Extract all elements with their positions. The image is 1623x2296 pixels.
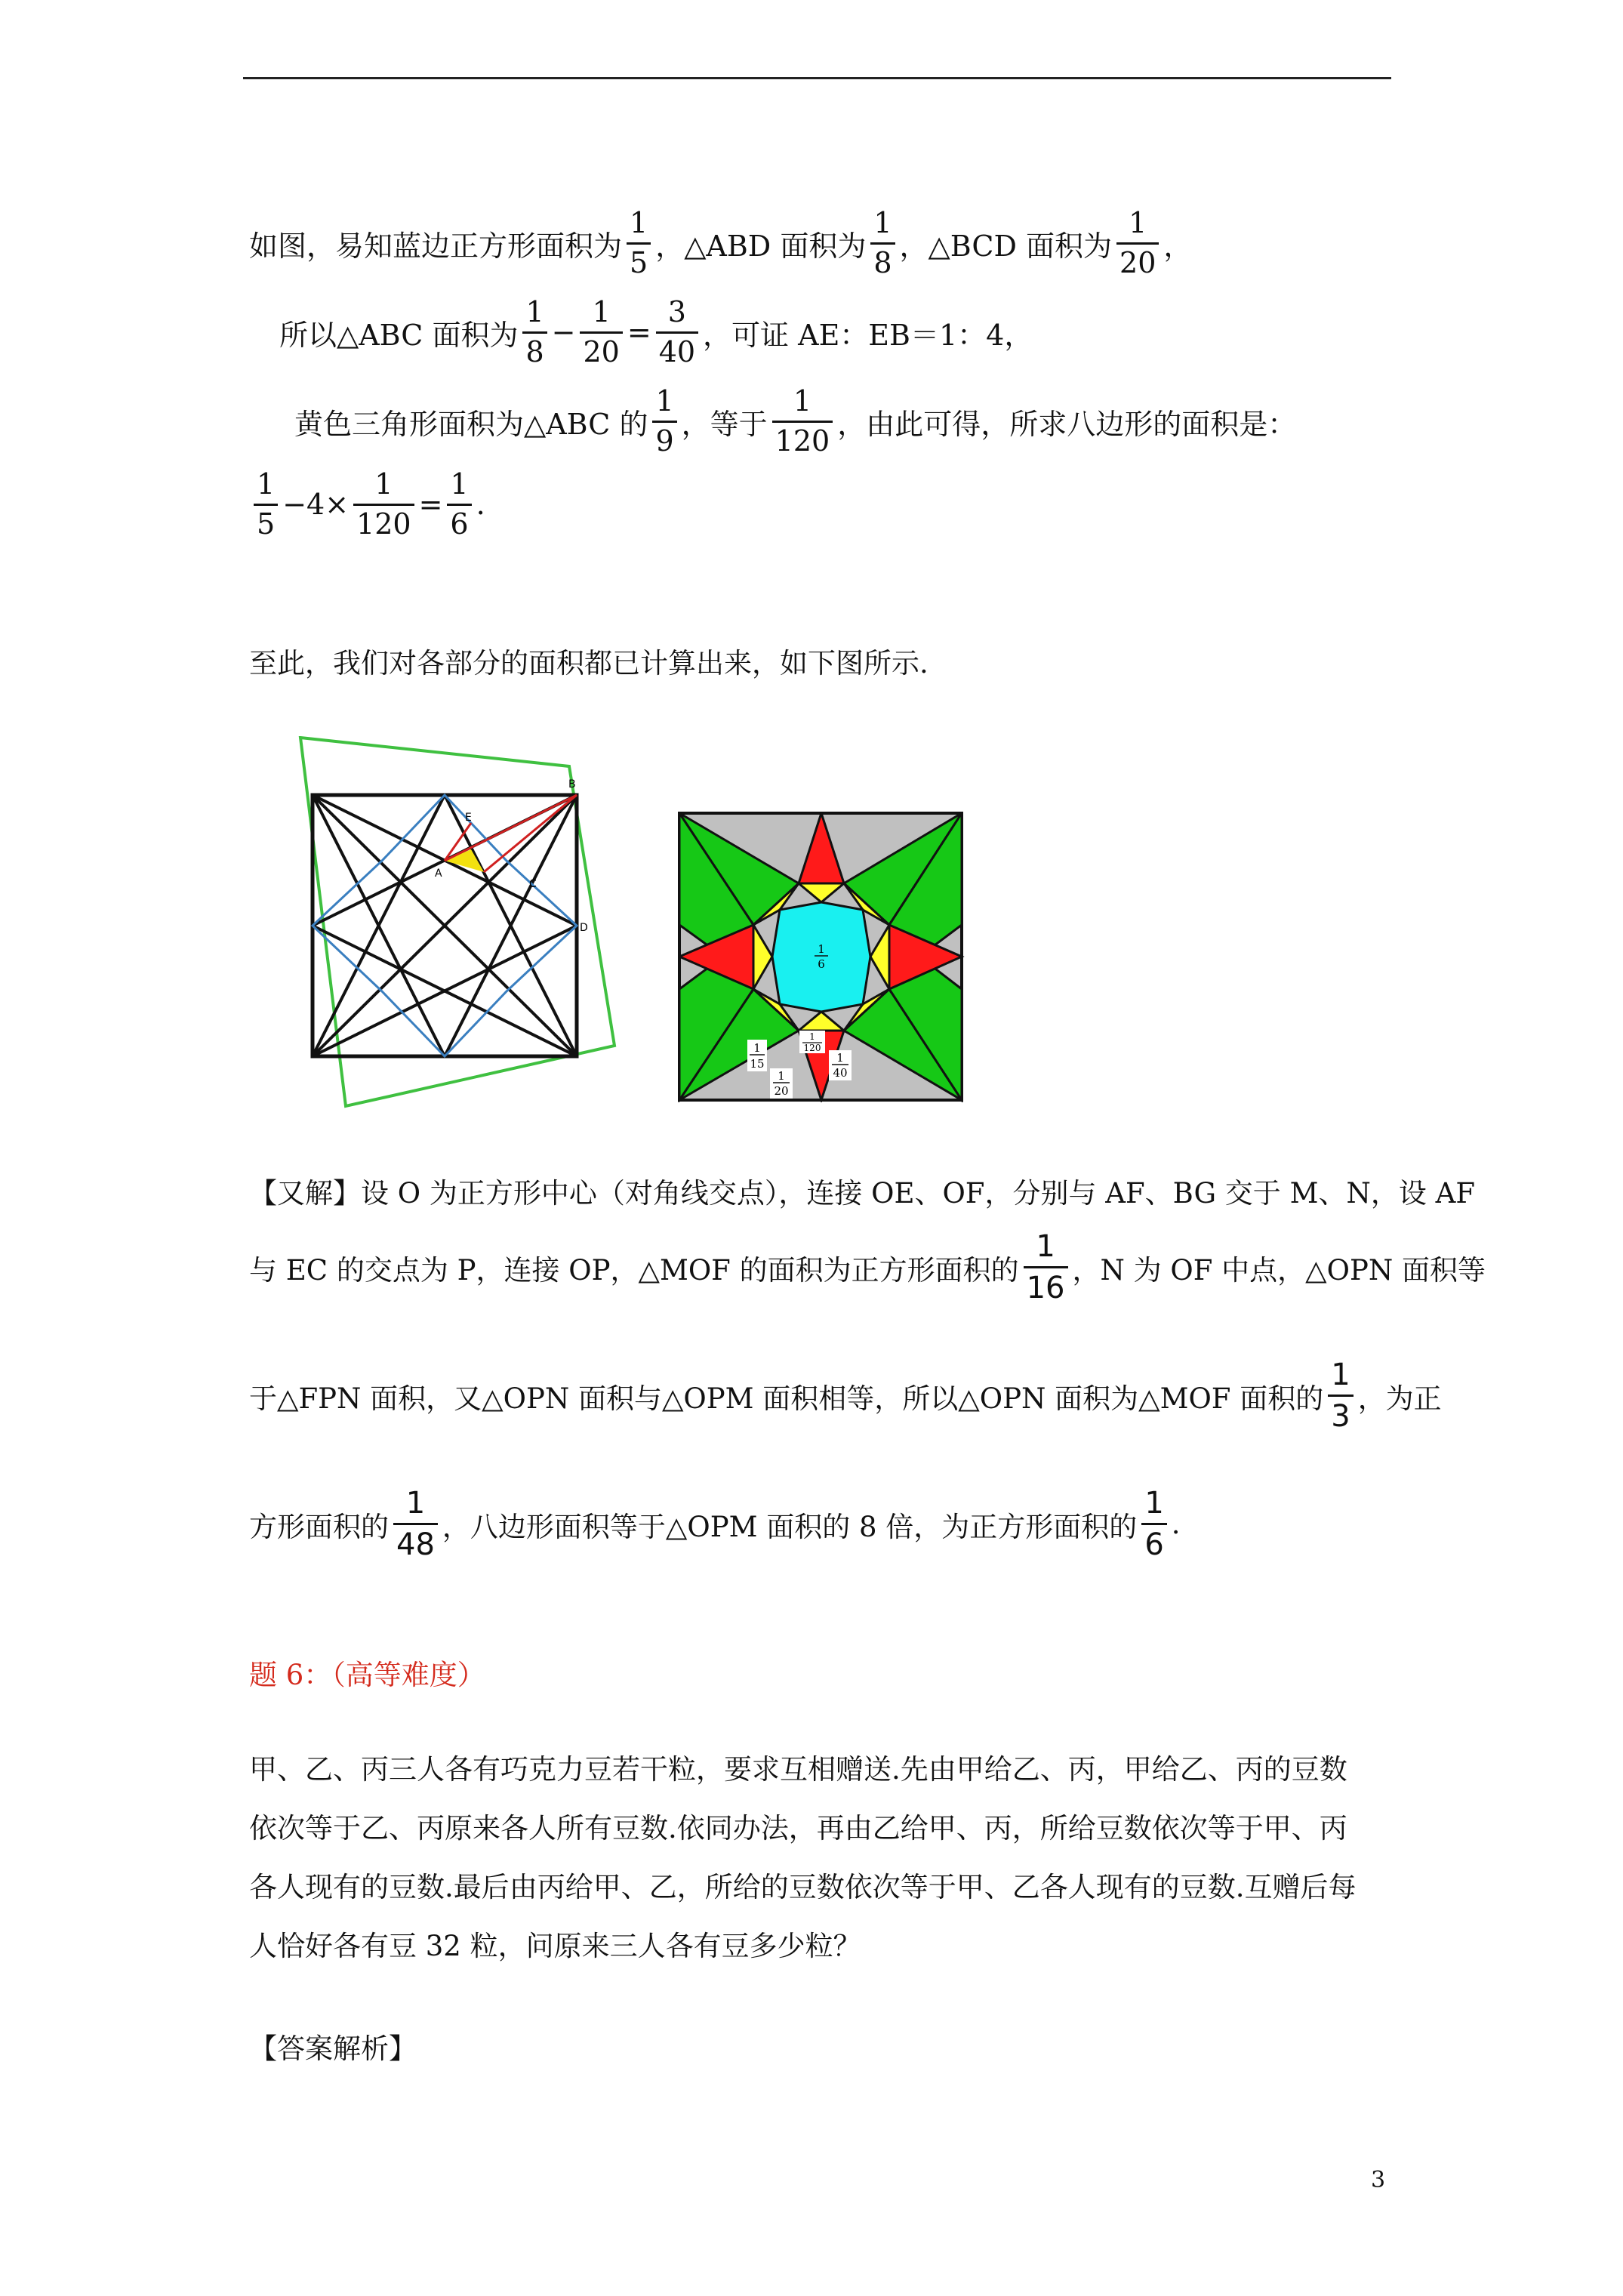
- answer-heading: 【答案解析】: [249, 2032, 417, 2065]
- label-40-num: 1: [836, 1051, 844, 1065]
- label-120-den: 120: [803, 1043, 821, 1053]
- text: ，等于: [681, 407, 768, 441]
- left-geometry-figure: [254, 736, 624, 1114]
- problem-6-title: 题 6：（高等难度）: [249, 1659, 485, 1691]
- alt-solution-line-1: 【又解】设 O 为正方形中心（对角线交点），连接 OE、OF，分别与 AF、BG 交于 M、N，设 AF: [249, 1177, 1475, 1210]
- alt-solution-line-2: [249, 1231, 1486, 1304]
- fraction-1-9: $\frac{1}{9}$: [652, 387, 676, 457]
- label-15-den: 15: [750, 1057, 765, 1071]
- text: .: [1171, 1508, 1181, 1540]
- label-center-num: 1: [818, 942, 825, 956]
- page-number: 3: [1371, 2167, 1386, 2193]
- text: ，: [1163, 229, 1193, 263]
- text: 如图，易知蓝边正方形面积为: [249, 229, 623, 263]
- fraction-1-8: $\frac{1}{8}$: [870, 208, 895, 279]
- label-b: B: [568, 778, 576, 791]
- problem-6-line-4: 人恰好各有豆 32 粒，问原来三人各有豆多少粒？: [249, 1930, 861, 1962]
- text: 于△FPN 面积，又△OPN 面积与△OPM 面积相等，所以△OPN 面积为△MOF 面积的: [249, 1382, 1324, 1415]
- fraction-1-3: $\frac{1}{3}$: [1328, 1359, 1353, 1432]
- fraction-1-20: $\frac{1}{20}$: [1116, 208, 1159, 279]
- fraction-1-120b: $\frac{1}{120}$: [353, 470, 414, 540]
- right-colored-figure: [678, 812, 965, 1102]
- problem-6-line-3: 各人现有的豆数.最后由丙给甲、乙，所给的豆数依次等于甲、乙各人现有的豆数.互赠后每: [249, 1871, 1357, 1903]
- text: 方形面积的: [249, 1510, 389, 1543]
- text: ，可证 AE：EB＝1：4，: [703, 318, 1033, 352]
- alt-solution-line-3: [249, 1359, 1442, 1432]
- label-20-den: 20: [774, 1084, 789, 1098]
- equals-sign: =: [627, 316, 651, 350]
- minus-sign: −: [551, 316, 576, 350]
- text: ，八边形面积等于△OPM 面积的 8 倍，为正方形面积的: [442, 1510, 1138, 1543]
- equals-sign: =: [418, 488, 443, 522]
- fraction-1-120: $\frac{1}{120}$: [772, 387, 833, 457]
- problem-6-line-2: 依次等于乙、丙原来各人所有豆数.依同办法，再由乙给甲、丙，所给豆数依次等于甲、丙: [249, 1812, 1347, 1845]
- fraction-1-6b: $\frac{1}{6}$: [1141, 1487, 1166, 1561]
- text: 黄色三角形面积为△ABC 的: [294, 407, 648, 441]
- fraction-1-16: $\frac{1}{16}$: [1024, 1231, 1068, 1304]
- label-15-num: 1: [753, 1041, 761, 1055]
- label-120-num: 1: [809, 1031, 815, 1042]
- summary-line: 至此，我们对各部分的面积都已计算出来，如下图所示.: [249, 647, 929, 680]
- text: ，△BCD 面积为: [899, 229, 1113, 263]
- label-a: A: [435, 868, 442, 880]
- fraction-1-48: $\frac{1}{48}$: [393, 1487, 438, 1561]
- problem-6-line-1: 甲、乙、丙三人各有巧克力豆若干粒，要求互相赠送.先由甲给乙、丙，甲给乙、丙的豆数: [249, 1753, 1347, 1786]
- equation-line-4: [249, 467, 485, 541]
- label-d: D: [580, 922, 588, 934]
- text: ，N 为 OF 中点，△OPN 面积等: [1072, 1253, 1486, 1287]
- text: ，由此可得，所求八边形的面积是：: [837, 407, 1297, 441]
- fraction-1-5b: $\frac{1}{5}$: [254, 470, 278, 540]
- label-40-den: 40: [833, 1066, 848, 1080]
- label-c: C: [529, 878, 537, 890]
- equation-line-2: [279, 297, 1033, 368]
- fraction-1-5: $\frac{1}{5}$: [627, 208, 651, 279]
- label-20-num: 1: [778, 1069, 785, 1083]
- fraction-1-20b: $\frac{1}{20}$: [580, 297, 622, 368]
- text: ，为正: [1357, 1382, 1442, 1415]
- text: −4×: [282, 488, 350, 522]
- text: 所以△ABC 面积为: [279, 318, 519, 352]
- alt-solution-line-4: [249, 1487, 1181, 1561]
- label-center-den: 6: [818, 957, 825, 971]
- text: .: [476, 488, 485, 522]
- text: ，△ABD 面积为: [655, 229, 867, 263]
- fraction-1-6: $\frac{1}{6}$: [447, 470, 471, 540]
- text: 与 EC 的交点为 P，连接 OP，△MOF 的面积为正方形面积的: [249, 1253, 1019, 1287]
- equation-line-1: [249, 208, 1192, 279]
- fraction-1-8b: $\frac{1}{8}$: [522, 297, 547, 368]
- label-e: E: [465, 812, 472, 824]
- equation-line-3: [294, 384, 1297, 458]
- fraction-3-40: $\frac{3}{40}$: [656, 297, 698, 368]
- header-rule: [243, 77, 1391, 79]
